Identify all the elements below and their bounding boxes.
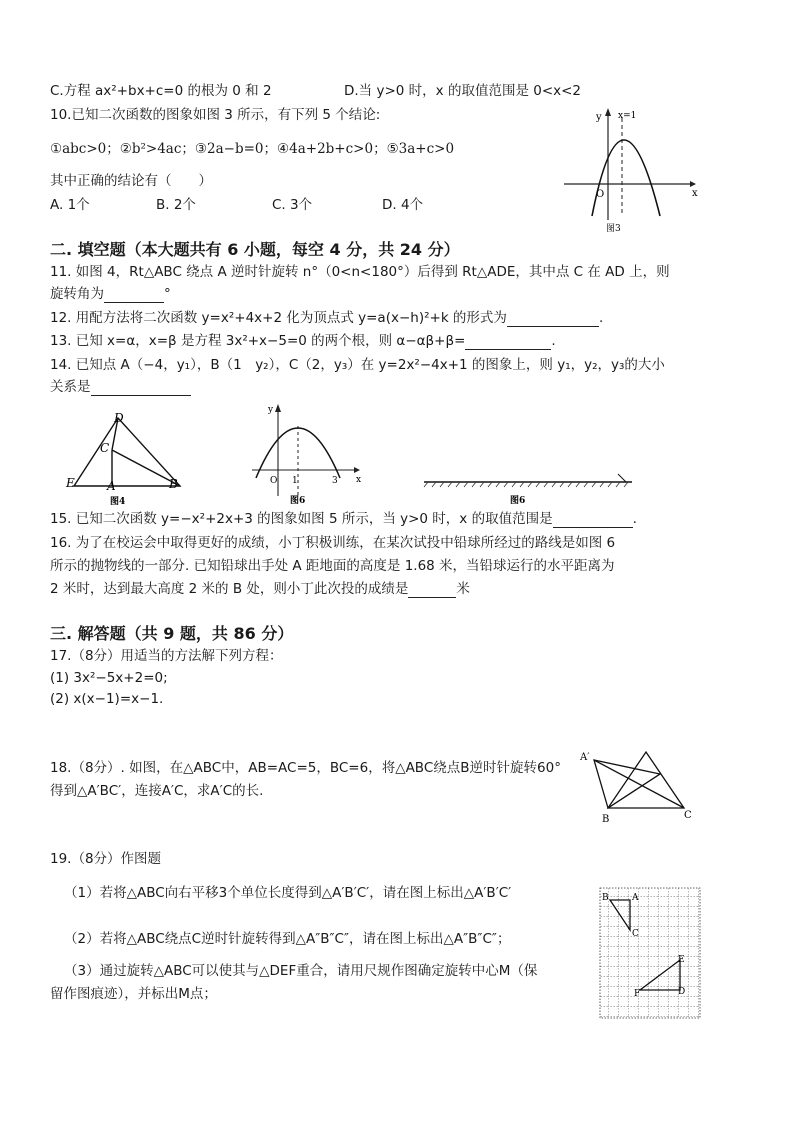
- figure-6-ground: [420, 470, 640, 510]
- q16-line3-post: 米: [456, 581, 470, 597]
- q14-line2-pre: 关系是: [50, 379, 91, 395]
- fig4-label-c: C: [100, 441, 110, 455]
- fig5-caption: 图6: [290, 496, 306, 506]
- fig5-x-label: x: [356, 475, 362, 485]
- q17-stem: 17.（8分）用适当的方法解下列方程：: [50, 648, 283, 664]
- q10-option-c: C. 3个: [272, 197, 313, 213]
- fig3-x-label: x: [692, 188, 698, 199]
- fig4-label-b: B: [169, 477, 178, 491]
- q19-fig-label-b: B: [602, 893, 609, 903]
- fig5-origin: O: [270, 476, 278, 486]
- q11-answer-blank[interactable]: [104, 288, 164, 303]
- q16-line1: 16. 为了在校运会中取得更好的成绩，小丁积极训练，在某次试投中铅球所经过的路线是如图 6: [50, 535, 616, 551]
- q14-answer-blank[interactable]: [91, 381, 191, 396]
- q19-fig-label-f: F: [634, 989, 641, 999]
- q19-part2: （2）若将△ABC绕点C逆时针旋转得到△A″B″C″，请在图上标出△A″B″C″；: [64, 931, 511, 947]
- q19-fig-label-e: E: [678, 955, 685, 965]
- figure-5-parabola: [246, 400, 370, 510]
- q10-option-a: A. 1个: [50, 197, 90, 213]
- figure-q19-grid: [598, 886, 702, 1020]
- q10-ask: 其中正确的结论有（ ）: [50, 173, 212, 189]
- figure-q18-rotation: [576, 748, 700, 826]
- q19-stem: 19.（8分）作图题: [50, 851, 162, 867]
- q10-stem: 10.已知二次函数的图象如图 3 所示，有下列 5 个结论:: [50, 107, 381, 123]
- fig5-y-label: y: [268, 405, 274, 415]
- q12-answer-blank[interactable]: [507, 312, 599, 327]
- q10-option-d: D. 4个: [382, 197, 424, 213]
- fig3-caption: 图3: [606, 224, 621, 234]
- q19-fig-label-a: A: [632, 893, 639, 903]
- fig3-y-label: y: [596, 112, 602, 123]
- q16-line3: [50, 580, 470, 598]
- q11-line2-post: °: [164, 286, 171, 302]
- q18-line2: 得到△A′BC′，连接A′C，求A′C的长.: [50, 783, 264, 799]
- q13-text: 13. 已知 x=α，x=β 是方程 3x²+x−5=0 的两个根，则 α−αβ+β=: [50, 333, 466, 349]
- q9-option-d: D.当 y>0 时，x 的取值范围是 0<x<2: [344, 83, 582, 99]
- q9-option-c: C.方程 ax²+bx+c=0 的根为 0 和 2: [50, 83, 272, 99]
- section-3-heading: 三. 解答题（共 9 题，共 86 分）: [50, 624, 294, 643]
- fig4-label-d: D: [114, 411, 124, 425]
- q19-fig-label-d: D: [678, 987, 686, 997]
- figure-4-triangles: [62, 412, 192, 508]
- q11-line2: [50, 285, 171, 303]
- q18-fig-label-c: C: [684, 810, 692, 821]
- section-2-heading: 二. 填空题（本大题共有 6 小题，每空 4 分，共 24 分）: [50, 240, 460, 259]
- figure-3-parabola: [556, 104, 706, 234]
- q14-line2: [50, 378, 191, 396]
- q18-fig-label-aprime: A′: [580, 752, 590, 763]
- q17-part1: (1) 3x²−5x+2=0;: [50, 670, 168, 686]
- q11-line2-pre: 旋转角为: [50, 286, 104, 302]
- q16-answer-blank[interactable]: [408, 583, 456, 598]
- q13: [50, 332, 556, 350]
- q19-part3-line1: （3）通过旋转△ABC可以使其与△DEF重合，请用尺规作图确定旋转中心M（保: [64, 963, 538, 979]
- q13-answer-blank[interactable]: [465, 335, 551, 350]
- q10-conclusions: ①abc>0；②b²>4ac；③2a−b=0；④4a+2b+c>0；⑤3a+c>0: [50, 141, 455, 157]
- fig4-label-e: E: [66, 476, 75, 490]
- fig5-tick-3: 3: [332, 476, 338, 486]
- q15-text: 15. 已知二次函数 y=−x²+2x+3 的图象如图 5 所示，当 y>0 时，x 的取值范围是: [50, 511, 553, 527]
- q18-fig-label-b: B: [602, 814, 610, 825]
- q12-post: .: [598, 310, 604, 326]
- q10-option-b: B. 2个: [156, 197, 196, 213]
- fig3-axis-label: x=1: [618, 111, 637, 121]
- fig4-caption: 图4: [110, 497, 126, 507]
- q14-line1: 14. 已知点 A（−4，y₁），B（1 y₂），C（2，y₃）在 y=2x²−4x+1 的图象上，则 y₁，y₂，y₃的大小: [50, 357, 665, 373]
- fig3-origin-label: O: [596, 189, 605, 200]
- q15-answer-blank[interactable]: [553, 513, 633, 528]
- fig5-tick-1: 1: [292, 476, 298, 486]
- q17-part2: (2) x(x−1)=x−1.: [50, 691, 164, 707]
- q18-line1: 18.（8分）. 如图，在△ABC中，AB=AC=5，BC=6，将△ABC绕点B逆时针旋转60°: [50, 760, 561, 776]
- q19-fig-label-c: C: [632, 929, 639, 939]
- q19-part1: （1）若将△ABC向右平移3个单位长度得到△A′B′C′，请在图上标出△A′B′C′: [64, 885, 512, 901]
- q12: [50, 309, 603, 327]
- q13-post: .: [551, 333, 556, 349]
- q15-post: .: [632, 511, 637, 527]
- q12-text: 12. 用配方法将二次函数 y=x²+4x+2 化为顶点式 y=a(x−h)²+k 的形式为: [50, 310, 507, 326]
- fig6-caption: 图6: [510, 496, 526, 506]
- fig4-label-a: A: [107, 479, 116, 493]
- q16-line2: 所示的抛物线的一部分. 已知铅球出手处 A 距地面的高度是 1.68 米，当铅球运行的水平距离为: [50, 558, 615, 574]
- q16-line3-pre: 2 米时，达到最大高度 2 米的 B 处，则小丁此次投的成绩是: [50, 581, 409, 597]
- q15: [50, 510, 637, 528]
- q19-part3-line2: 留作图痕迹），并标出M点；: [50, 986, 217, 1002]
- q11-line1: 11. 如图 4，Rt△ABC 绕点 A 逆时针旋转 n°（0<n<180°）后得到 Rt△ADE，其中点 C 在 AD 上，则: [50, 264, 670, 280]
